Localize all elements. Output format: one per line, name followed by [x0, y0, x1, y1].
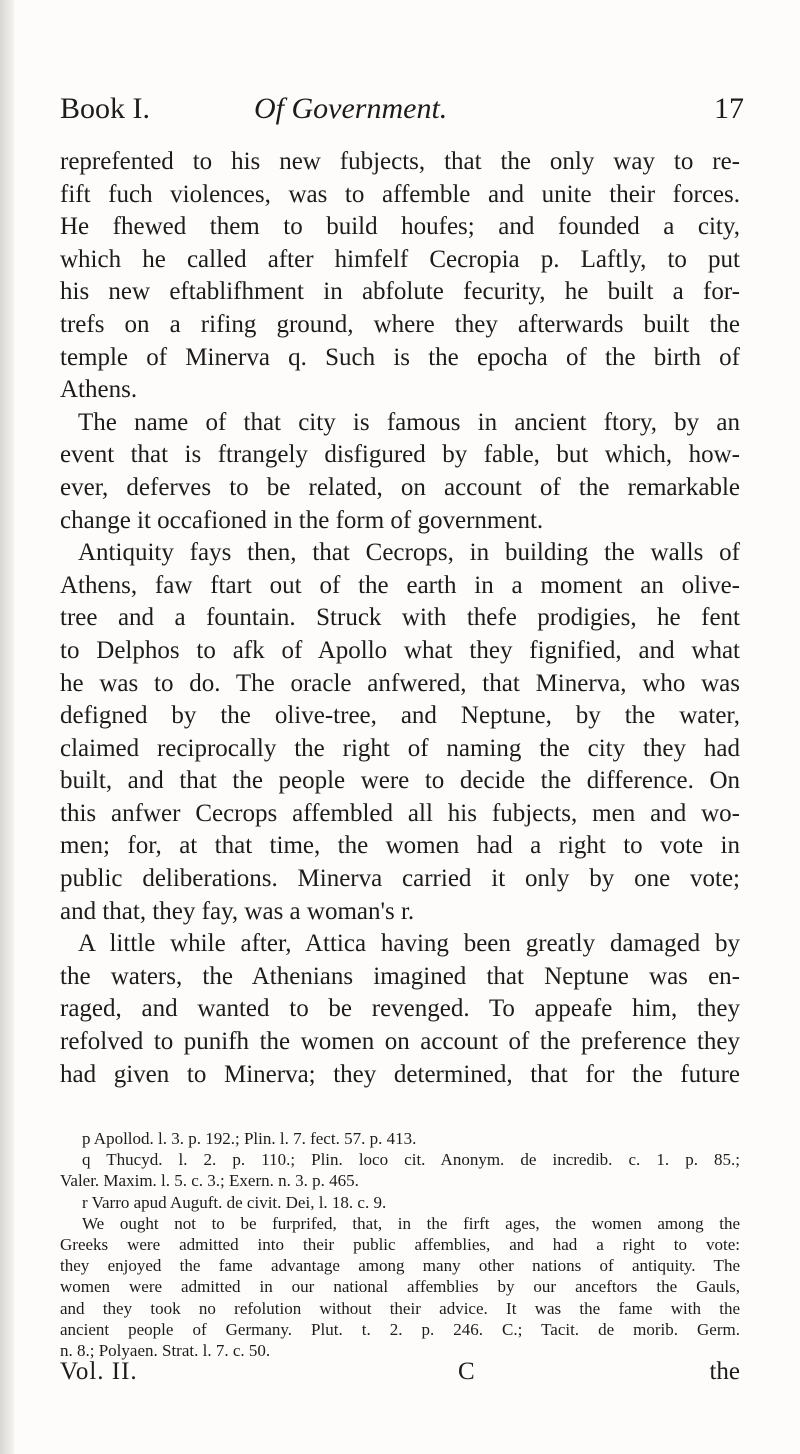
catchword: the — [709, 1358, 740, 1385]
text-line: refolved to punifh the women on account of the preference they — [60, 1028, 740, 1056]
text-line: defigned by the olive-tree, and Neptune, by the water, — [60, 702, 740, 730]
footnote-line: Valer. Maxim. l. 5. c. 3.; Exern. n. 3. p. 465. — [60, 1171, 359, 1191]
text-line: temple of Minerva q. Such is the epocha of the birth of — [60, 343, 740, 371]
text-line: he was to do. The oracle anfwered, that Minerva, who was — [60, 669, 740, 697]
text-line: his new eftablifhment in abfolute fecurity, he built a for- — [60, 278, 740, 306]
signature-mark: C — [458, 1358, 475, 1385]
volume-label: Vol. II. — [60, 1358, 138, 1385]
text-line: reprefented to his new fubjects, that the only way to re- — [60, 148, 740, 175]
footnote-line: q Thucyd. l. 2. p. 110.; Plin. loco cit. Anonym. de incredib. c. 1. p. 85.; — [82, 1150, 740, 1170]
text-line: A little while after, Attica having been greatly damaged by — [78, 930, 740, 958]
text-line: Antiquity fays then, that Cecrops, in building the walls of — [78, 539, 740, 567]
footnote-line: ancient people of Germany. Plut. t. 2. p. 246. C.; Tacit. de morib. Germ. — [60, 1319, 740, 1339]
text-line: raged, and wanted to be revenged. To appeafe him, they — [60, 995, 740, 1023]
text-line: had given to Minerva; they determined, that for the future — [60, 1060, 740, 1088]
text-line: He fhewed them to build houfes; and founded a city, — [60, 213, 740, 241]
footnote-line: they enjoyed the fame advantage among many other nations of antiquity. The — [60, 1256, 740, 1276]
text-line: ever, deferves to be related, on account of the remarkable — [60, 473, 740, 501]
running-title: Of Government. — [254, 92, 448, 125]
text-line: which he called after himfelf Cecropia p. Laftly, to put — [60, 245, 740, 273]
text-line: event that is ftrangely disfigured by fable, but which, how- — [60, 441, 740, 469]
text-line: The name of that city is famous in ancient ftory, by an — [78, 408, 740, 436]
text-line: built, and that the people were to decide the difference. On — [60, 767, 740, 795]
text-line: this anfwer Cecrops affembled all his fubjects, men and wo- — [60, 799, 740, 827]
footnote-line: Greeks were admitted into their public affemblies, and had a right to vote: — [60, 1234, 740, 1254]
text-line: fift fuch violences, was to affemble and unite their forces. — [60, 180, 740, 208]
text-line: claimed reciprocally the right of naming the city they had — [60, 734, 740, 762]
footnote-line: and they took no refolution without their advice. It was the fame with the — [60, 1298, 740, 1318]
text-line: trefs on a rifing ground, where they afterwards built the — [60, 310, 740, 338]
book-number: Book I. — [60, 92, 150, 125]
footnote-line: p Apollod. l. 3. p. 192.; Plin. l. 7. fect. 57. p. 413. — [82, 1129, 417, 1148]
text-line: Athens. — [60, 376, 138, 404]
text-line: Athens, faw ftart out of the earth in a moment an olive- — [60, 571, 740, 599]
footnote-line: n. 8.; Polyaen. Strat. l. 7. c. 50. — [60, 1340, 271, 1360]
footnotes — [60, 1128, 740, 1361]
footnote-line: We ought not to be furprifed, that, in the firft ages, the women among the — [82, 1213, 740, 1233]
main-text — [60, 146, 740, 1091]
text-line: the waters, the Athenians imagined that Neptune was en- — [60, 962, 740, 990]
running-header — [60, 92, 744, 132]
page-footer — [60, 1358, 740, 1394]
text-line: and that, they fay, was a woman's r. — [60, 897, 415, 925]
page-number: 17 — [714, 92, 744, 125]
text-line: men; for, at that time, the women had a right to vote in — [60, 832, 740, 860]
footnote-line: r Varro apud Auguft. de civit. Dei, l. 18. c. 9. — [82, 1192, 387, 1212]
text-line: tree and a fountain. Struck with thefe prodigies, he fent — [60, 604, 740, 632]
page-gutter-shadow — [0, 0, 14, 1454]
footnote-line: women were admitted in our national affemblies by our anceftors the Gauls, — [60, 1277, 740, 1297]
text-line: public deliberations. Minerva carried it only by one vote; — [60, 865, 740, 893]
text-line: to Delphos to afk of Apollo what they fignified, and what — [60, 636, 740, 664]
text-line: change it occafioned in the form of government. — [60, 506, 544, 534]
